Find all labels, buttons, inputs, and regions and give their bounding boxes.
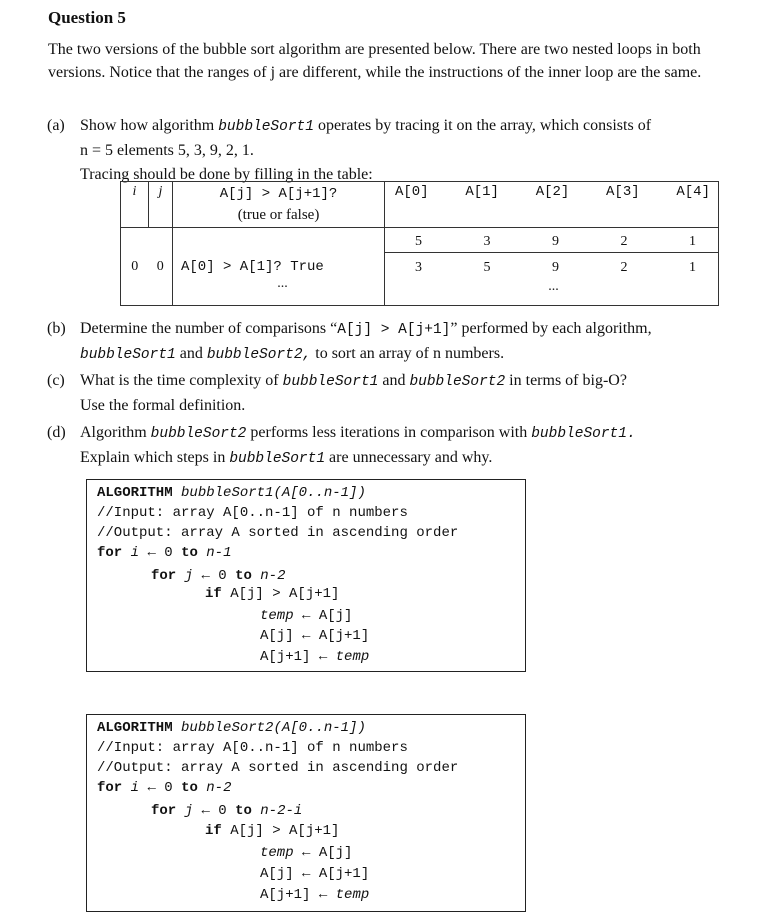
algo1-swap-2: A[j] ← A[j+1]	[260, 628, 370, 644]
algorithm-box-bubblesort2	[86, 714, 526, 912]
part-b: (b) Determine the number of comparisons “A[j] > A[j+1]” performed by each algorithm, bubbleSort1 and bubbleSort2, to sort an array of n numbers.	[80, 317, 760, 367]
header-a3: A[3]	[606, 184, 640, 200]
trace-header-row	[121, 182, 719, 228]
algo1-header: ALGORITHM bubbleSort1(A[0..n-1])	[97, 485, 366, 501]
algo2-inner-loop: for j ← 0 to n-2-i	[151, 803, 303, 819]
header-a0: A[0]	[395, 184, 429, 200]
algo2-output: //Output: array A sorted in ascending order	[97, 760, 459, 776]
header-a1: A[1]	[465, 184, 499, 200]
cell-i: 0	[121, 228, 149, 306]
trace-body-row	[121, 228, 719, 306]
trace-table	[120, 181, 719, 306]
algo2-header: ALGORITHM bubbleSort2(A[0..n-1])	[97, 720, 366, 736]
part-c: (c) What is the time complexity of bubbleSort1 and bubbleSort2 in terms of big-O? Use the formal definition.	[80, 369, 760, 417]
algo1-outer-loop: for i ← 0 to n-1	[97, 545, 232, 561]
cell-array-values	[385, 228, 719, 306]
part-d-label: (d)	[47, 424, 66, 441]
part-b-label: (b)	[47, 320, 66, 337]
initial-array-row: 5 3 9 2 1	[415, 234, 696, 249]
part-d: (d) Algorithm bubbleSort2 performs less iterations in comparison with bubbleSort1. Explain which steps in bubbleSort1 are unnecessary and why.	[80, 421, 760, 471]
header-a2: A[2]	[535, 184, 570, 200]
algo1-output: //Output: array A sorted in ascending order	[97, 525, 459, 541]
header-comparison: A[j] > A[j+1]?	[219, 186, 338, 202]
header-a4: A[4]	[676, 184, 710, 200]
header-i: i	[132, 184, 137, 199]
algo2-input: //Input: array A[0..n-1] of n numbers	[97, 740, 408, 756]
question-intro: The two versions of the bubble sort algorithm are presented below. There are two nested loops in both versions. Notice that the ranges of j are different, while the instructions of the inner loop are the same.	[48, 41, 702, 81]
algo-name-bubblesort1: bubbleSort1	[218, 119, 314, 135]
algo2-swap-2: A[j] ← A[j+1]	[260, 866, 370, 882]
algo2-swap-1: temp ← A[j]	[260, 845, 353, 861]
algo1-swap-3: A[j+1] ← temp	[260, 649, 370, 665]
algo2-if: if A[j] > A[j+1]	[205, 823, 340, 839]
part-a-line2: n = 5 elements 5, 3, 9, 2, 1.	[80, 142, 254, 159]
header-j: j	[158, 184, 163, 199]
question-title: Question 5	[48, 8, 126, 27]
part-a-line1: Show how algorithm bubbleSort1 operates by tracing it on the array, which consists of	[80, 117, 652, 135]
cell-j: 0	[149, 228, 173, 306]
algo1-swap-1: temp ← A[j]	[260, 608, 353, 624]
algo1-if: if A[j] > A[j+1]	[205, 586, 340, 602]
part-a-label: (a)	[47, 117, 65, 134]
algo2-swap-3: A[j+1] ← temp	[260, 887, 370, 903]
comparison-ellipsis: ...	[277, 275, 288, 291]
part-a	[47, 114, 760, 162]
comparison-code: A[j] > A[j+1]	[337, 322, 451, 338]
algorithm-box-bubblesort1	[86, 479, 526, 672]
cell-comparison: A[0] > A[1]? True ...	[173, 228, 385, 306]
algo1-input: //Input: array A[0..n-1] of n numbers	[97, 505, 408, 521]
part-c-label: (c)	[47, 372, 65, 389]
algo1-inner-loop: for j ← 0 to n-2	[151, 568, 286, 584]
header-comparison-sub: (true or false)	[237, 207, 320, 223]
tracing-note: Tracing should be done by filling in the table:	[80, 166, 373, 183]
values-ellipsis: ...	[548, 279, 559, 294]
algo2-outer-loop: for i ← 0 to n-2	[97, 780, 232, 796]
step-array-row: 3 5 9 2 1	[415, 260, 696, 275]
